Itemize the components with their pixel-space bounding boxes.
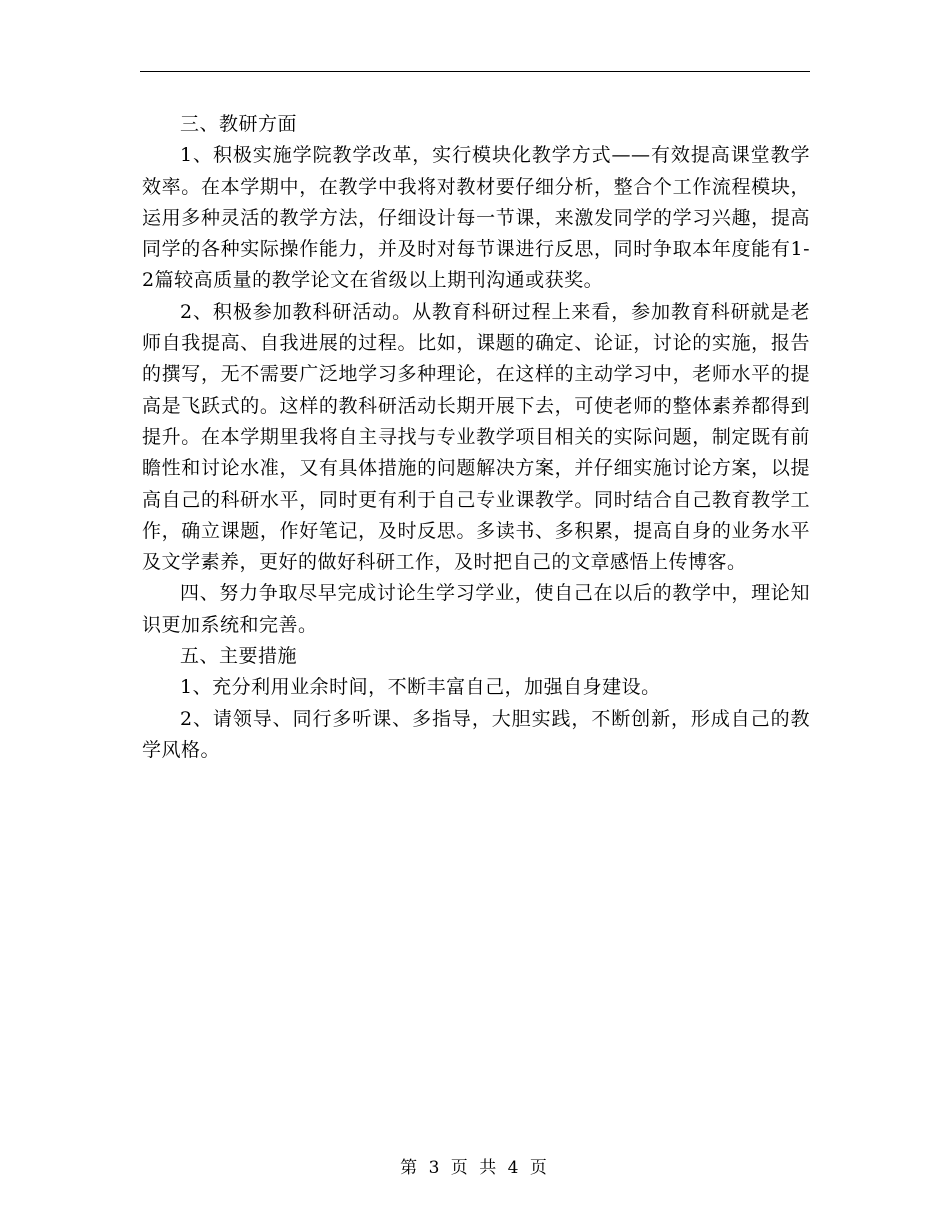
paragraph-research-activities: 2、积极参加教科研活动。从教育科研过程上来看，参加教育科研就是老师自我提高、自我进展的过程。比如，课题的确定、论证，讨论的实施，报告的撰写，无不需要广泛地学习多种理论，在这样的主动学习中，老师水平的提高是飞跃式的。这样的教科研活动长期开展下去，可使老师的整体素养都得到提升。在本学期里我将自主寻找与专业教学项目相关的实际问题，制定既有前瞻性和讨论水准，又有具体措施的问题解决方案，并仔细实施讨论方案，以提高自己的科研水平，同时更有利于自己专业课教学。同时结合自己教育教学工作，确立课题，作好笔记，及时反思。多读书、多积累，提高自身的业务水平及文学素养，更好的做好科研工作，及时把自己的文章感悟上传博客。 [142,300,810,574]
section-heading-graduate-study: 四、努力争取尽早完成讨论生学习学业，使自己在以后的教学中，理论知识更加系统和完善。 [142,582,810,636]
paragraph-teaching-reform: 1、积极实施学院教学改革，实行模块化教学方式——有效提高课堂教学效率。在本学期中，在教学中我将对教材要仔细分析，整合个工作流程模块，运用多种灵活的教学方法，仔细设计每一节课，来激发同学的学习兴趣，提高同学的各种实际操作能力，并及时对每节课进行反思，同时争取本年度能有1-2篇较高质量的教学论文在省级以上期刊沟通或获奖。 [142,144,810,292]
section-heading-teaching-research: 三、教研方面 [180,113,298,135]
header-rule [140,71,810,72]
page-label-prefix: 第 [400,1158,421,1178]
paragraph-measure-1: 1、充分利用业余时间，不断丰富自己，加强自身建设。 [180,676,661,699]
paragraph-measure-2: 2、请领导、同行多听课、多指导，大胆实践，不断创新，形成自己的教学风格。 [142,707,810,761]
section-heading-main-measures: 五、主要措施 [180,645,298,668]
page-label-suffix: 页 [529,1158,550,1178]
page-footer [0,1153,950,1178]
total-pages-number: 4 [507,1158,522,1178]
document-body [142,109,810,766]
current-page-number: 3 [428,1158,443,1178]
page-label-middle: 页 共 [450,1158,500,1178]
